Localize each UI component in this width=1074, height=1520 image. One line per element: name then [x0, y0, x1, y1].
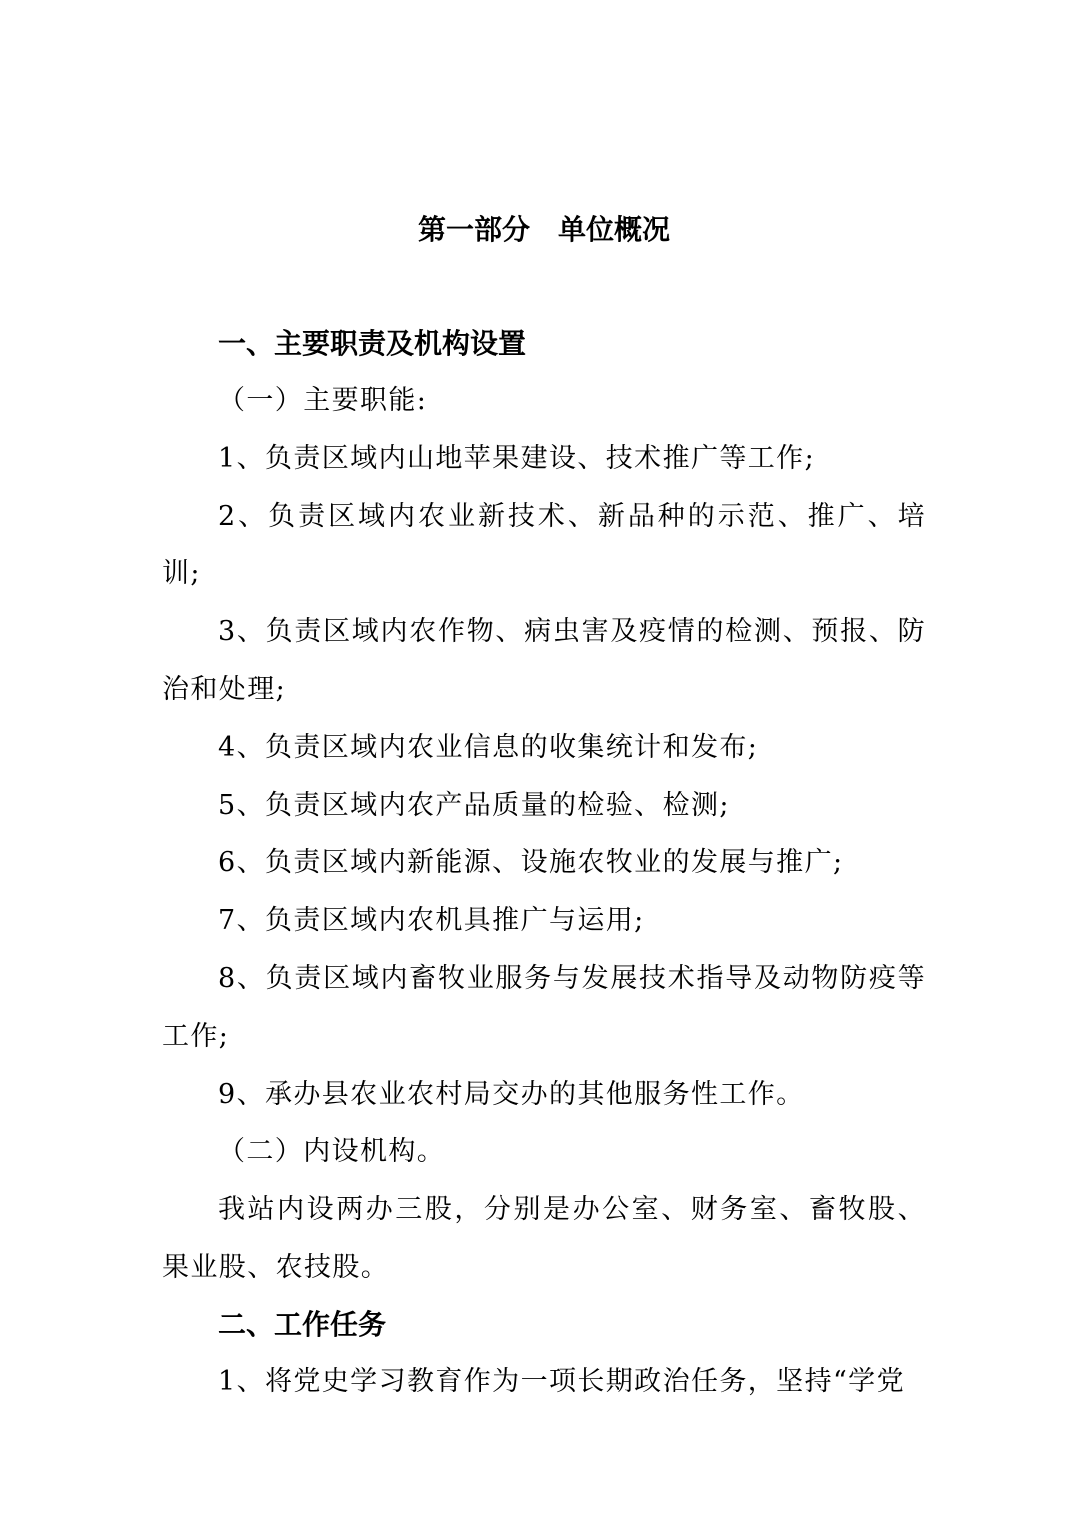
page-title: 第一部分 单位概况 [417, 213, 670, 246]
duty-item: 3、负责区域内农作物、病虫害及疫情的检测、预报、防治和处理; [162, 616, 926, 705]
subsection-heading-main-functions: （一）主要职能: [218, 385, 428, 416]
work-task-item: 1、将党史学习教育作为一项长期政治任务，坚持“学党 [218, 1365, 905, 1397]
duty-item: 7、负责区域内农机具推广与运用; [218, 905, 645, 937]
section-heading-duties-and-structure: 一、主要职责及机构设置 [218, 327, 527, 360]
section-heading-work-tasks: 二、工作任务 [218, 1307, 387, 1341]
internal-structure-text: 我站内设两办三股，分别是办公室、财务室、畜牧股、果业股、农技股。 [162, 1194, 926, 1283]
duty-item: 6、负责区域内新能源、设施农牧业的发展与推广; [218, 847, 844, 879]
duty-item: 1、负责区域内山地苹果建设、技术推广等工作; [218, 442, 816, 474]
document-body [162, 205, 926, 1411]
duty-item: 2、负责区域内农业新技术、新品种的示范、推广、培训; [162, 500, 926, 590]
duty-item: 4、负责区域内农业信息的收集统计和发布; [218, 731, 759, 763]
duty-item: 9、承办县农业农村局交办的其他服务性工作。 [218, 1078, 805, 1110]
duty-item: 8、负责区域内畜牧业服务与发展技术指导及动物防疫等工作; [162, 962, 926, 1052]
duty-item: 5、负责区域内农产品质量的检验、检测; [218, 789, 730, 821]
subsection-heading-internal-structure: （二）内设机构。 [218, 1136, 446, 1168]
